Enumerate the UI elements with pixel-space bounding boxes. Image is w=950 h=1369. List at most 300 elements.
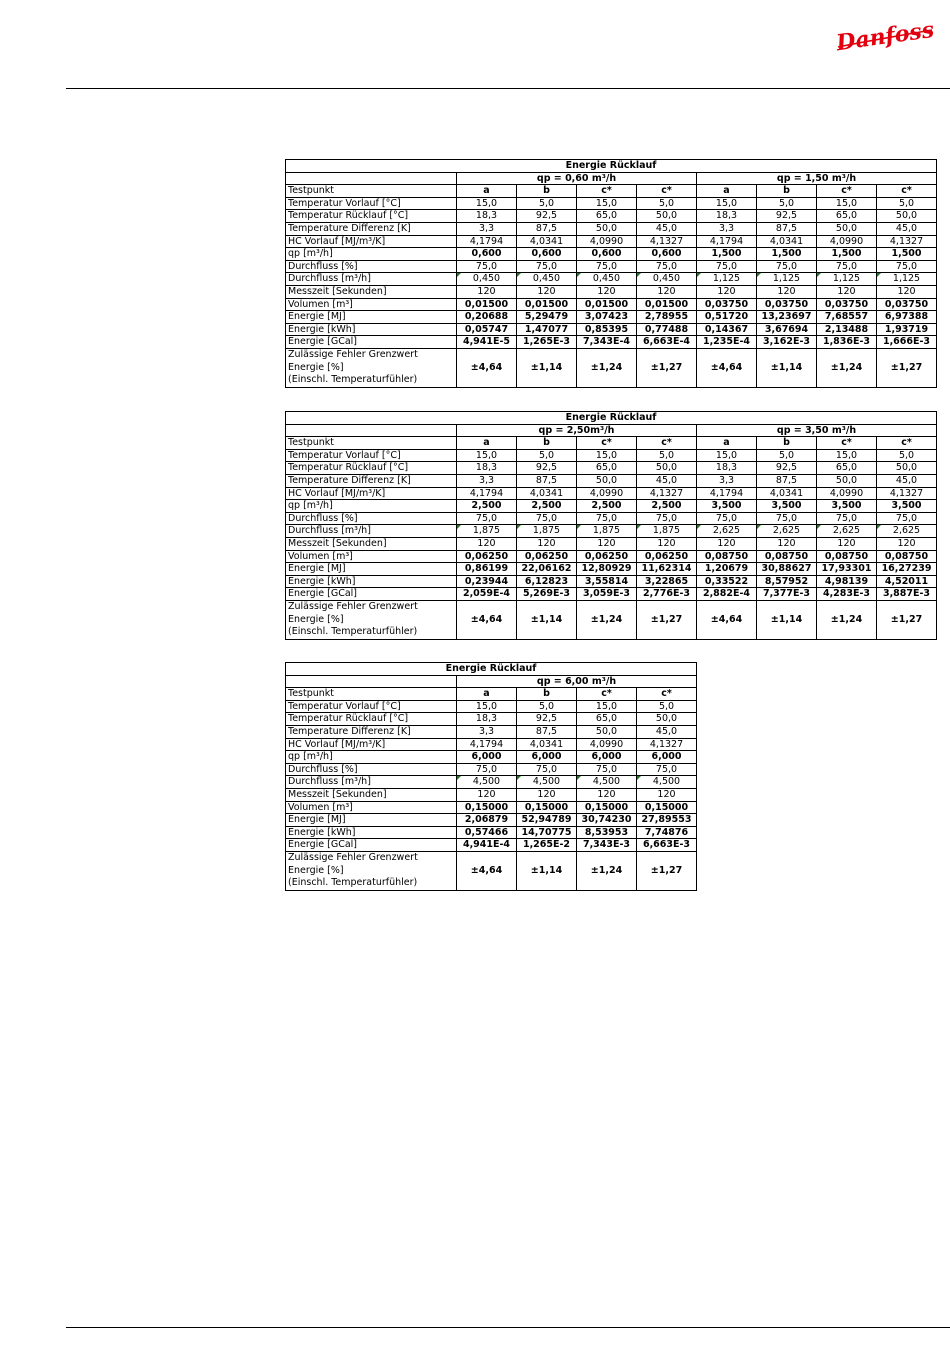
column-header: c* (637, 688, 697, 701)
row-label: Messzeit [Sekunden] (286, 788, 457, 801)
value-cell: 4,98139 (817, 575, 877, 588)
table-row (286, 738, 697, 751)
row-label: Temperatur Rücklauf [°C] (286, 713, 457, 726)
value-cell: 1,875 (637, 525, 697, 538)
value-cell: 50,0 (637, 210, 697, 223)
value-cell: 5,0 (877, 449, 937, 462)
value-cell: 5,0 (757, 449, 817, 462)
value-cell: 120 (757, 285, 817, 298)
value-cell: 15,0 (457, 449, 517, 462)
value-cell: 0,03750 (877, 298, 937, 311)
value-cell: 0,450 (517, 273, 577, 286)
qp-header: qp = 1,50 m³/h (697, 172, 937, 185)
value-cell: 0,03750 (757, 298, 817, 311)
testpunkt-row (286, 437, 937, 450)
value-cell: 75,0 (637, 260, 697, 273)
value-cell: 75,0 (517, 512, 577, 525)
value-cell: 15,0 (577, 700, 637, 713)
value-cell: 0,86199 (457, 563, 517, 576)
row-label: HC Vorlauf [MJ/m³/K] (286, 487, 457, 500)
value-cell: 75,0 (637, 512, 697, 525)
value-cell: 120 (457, 537, 517, 550)
row-label: Volumen [m³] (286, 801, 457, 814)
value-cell: 4,1327 (637, 738, 697, 751)
tolerance-cell: ±1,24 (577, 600, 637, 639)
value-cell: 65,0 (577, 462, 637, 475)
tolerance-cell: ±1,24 (817, 600, 877, 639)
value-cell: 1,875 (457, 525, 517, 538)
row-label: Temperature Differenz [K] (286, 474, 457, 487)
row-label: Energie [kWh] (286, 575, 457, 588)
value-cell: 0,15000 (457, 801, 517, 814)
table-row (286, 449, 937, 462)
value-cell: 2,625 (877, 525, 937, 538)
value-cell: 0,450 (457, 273, 517, 286)
value-cell: 0,06250 (457, 550, 517, 563)
value-cell: 3,500 (697, 500, 757, 513)
table-title-row (286, 663, 697, 676)
row-label: qp [m³/h] (286, 248, 457, 261)
value-cell: 1,500 (877, 248, 937, 261)
value-cell: 4,0341 (757, 487, 817, 500)
value-cell: 3,3 (457, 222, 517, 235)
row-label: Messzeit [Sekunden] (286, 537, 457, 550)
qp-header-row (286, 172, 937, 185)
column-header: a (457, 688, 517, 701)
value-cell: 120 (637, 285, 697, 298)
row-label: Energie [GCal] (286, 336, 457, 349)
table-row (286, 814, 697, 827)
table-title: Energie Rücklauf (286, 160, 937, 173)
value-cell: 52,94789 (517, 814, 577, 827)
row-label-line: Zulässige Fehler Grenzwert (288, 600, 418, 612)
value-cell: 5,0 (517, 197, 577, 210)
value-cell: 92,5 (757, 462, 817, 475)
value-cell: 16,27239 (877, 563, 937, 576)
tolerance-cell: ±1,27 (637, 600, 697, 639)
value-cell: 75,0 (457, 763, 517, 776)
value-cell: 0,03750 (697, 298, 757, 311)
row-label: Energie [kWh] (286, 826, 457, 839)
column-header: a (457, 185, 517, 198)
row-label: Energie [MJ] (286, 311, 457, 324)
blank-cell (286, 675, 457, 688)
value-cell: 6,663E-3 (637, 839, 697, 852)
qp-header: qp = 3,50 m³/h (697, 424, 937, 437)
value-cell: 0,600 (517, 248, 577, 261)
value-cell: 120 (877, 537, 937, 550)
value-cell: 75,0 (457, 512, 517, 525)
value-cell: 1,500 (757, 248, 817, 261)
row-label: HC Vorlauf [MJ/m³/K] (286, 235, 457, 248)
value-cell: 75,0 (877, 260, 937, 273)
value-cell: 45,0 (637, 725, 697, 738)
value-cell: 75,0 (517, 763, 577, 776)
row-label: Durchfluss [%] (286, 512, 457, 525)
value-cell: 75,0 (457, 260, 517, 273)
value-cell: 120 (817, 285, 877, 298)
value-cell: 18,3 (697, 462, 757, 475)
row-label: Durchfluss [m³/h] (286, 525, 457, 538)
table-row (286, 839, 697, 852)
value-cell: 6,000 (457, 751, 517, 764)
value-cell: 50,0 (577, 725, 637, 738)
testpunkt-row (286, 185, 937, 198)
value-cell: 65,0 (577, 210, 637, 223)
logo-text: Danfoss (834, 16, 936, 56)
value-cell: 1,500 (817, 248, 877, 261)
value-cell: 15,0 (577, 449, 637, 462)
column-header: b (517, 688, 577, 701)
value-cell: 1,125 (757, 273, 817, 286)
value-cell: 18,3 (697, 210, 757, 223)
table-row (286, 336, 937, 349)
value-cell: 8,53953 (577, 826, 637, 839)
value-cell: 45,0 (877, 222, 937, 235)
table-row (286, 462, 937, 475)
value-cell: 0,85395 (577, 323, 637, 336)
row-label: Energie [MJ] (286, 814, 457, 827)
row-label: Testpunkt (286, 437, 457, 450)
table-row (286, 550, 937, 563)
value-cell: 4,500 (457, 776, 517, 789)
row-label: qp [m³/h] (286, 500, 457, 513)
tolerance-row (286, 348, 937, 387)
value-cell: 50,0 (577, 222, 637, 235)
value-cell: 4,1327 (877, 235, 937, 248)
value-cell: 4,0341 (517, 235, 577, 248)
row-label: Durchfluss [m³/h] (286, 776, 457, 789)
row-label: Durchfluss [%] (286, 260, 457, 273)
value-cell: 92,5 (757, 210, 817, 223)
value-cell: 0,23944 (457, 575, 517, 588)
value-cell: 0,01500 (577, 298, 637, 311)
column-header: a (697, 185, 757, 198)
table-row (286, 222, 937, 235)
table-row (286, 537, 937, 550)
value-cell: 0,77488 (637, 323, 697, 336)
value-cell: 0,15000 (577, 801, 637, 814)
table-row (286, 487, 937, 500)
value-cell: 0,01500 (457, 298, 517, 311)
table-row (286, 273, 937, 286)
value-cell: 0,03750 (817, 298, 877, 311)
row-label-line: Energie [%] (288, 613, 344, 625)
row-label: Volumen [m³] (286, 298, 457, 311)
value-cell: 0,08750 (877, 550, 937, 563)
value-cell: 75,0 (697, 512, 757, 525)
column-header: c* (877, 437, 937, 450)
tolerance-cell: ±4,64 (457, 851, 517, 890)
value-cell: 120 (757, 537, 817, 550)
table-row (286, 197, 937, 210)
value-cell: 15,0 (697, 197, 757, 210)
value-cell: 7,343E-4 (577, 336, 637, 349)
value-cell: 0,01500 (517, 298, 577, 311)
table-row (286, 751, 697, 764)
value-cell: 13,23697 (757, 311, 817, 324)
table-row (286, 563, 937, 576)
value-cell: 1,235E-4 (697, 336, 757, 349)
tolerance-cell: ±4,64 (457, 348, 517, 387)
column-header: c* (637, 185, 697, 198)
value-cell: 65,0 (577, 713, 637, 726)
row-label: Temperatur Vorlauf [°C] (286, 449, 457, 462)
value-cell: 18,3 (457, 713, 517, 726)
value-cell: 3,3 (697, 474, 757, 487)
value-cell: 120 (517, 788, 577, 801)
column-header: c* (577, 185, 637, 198)
value-cell: 0,450 (637, 273, 697, 286)
row-label-line: (Einschl. Temperaturfühler) (288, 877, 418, 889)
value-cell: 50,0 (637, 462, 697, 475)
value-cell: 4,0341 (517, 487, 577, 500)
table-row (286, 713, 697, 726)
row-label: qp [m³/h] (286, 751, 457, 764)
value-cell: 1,93719 (877, 323, 937, 336)
value-cell: 45,0 (637, 222, 697, 235)
table-row (286, 285, 937, 298)
testpunkt-row (286, 688, 697, 701)
value-cell: 120 (697, 537, 757, 550)
tolerance-row (286, 851, 697, 890)
row-label-line: Zulässige Fehler Grenzwert (288, 851, 418, 863)
value-cell: 0,51720 (697, 311, 757, 324)
tolerance-cell: ±1,24 (817, 348, 877, 387)
table-row (286, 725, 697, 738)
column-header: b (517, 185, 577, 198)
value-cell: 92,5 (517, 462, 577, 475)
value-cell: 4,0990 (577, 487, 637, 500)
value-cell: 0,08750 (697, 550, 757, 563)
row-label-line: (Einschl. Temperaturfühler) (288, 626, 418, 638)
tolerance-cell: ±1,14 (517, 348, 577, 387)
column-header: c* (637, 437, 697, 450)
value-cell: 12,80929 (577, 563, 637, 576)
value-cell: 6,000 (637, 751, 697, 764)
value-cell: 4,0990 (817, 235, 877, 248)
value-cell: 5,0 (637, 197, 697, 210)
value-cell: 5,0 (517, 449, 577, 462)
value-cell: 1,265E-3 (517, 336, 577, 349)
value-cell: 4,941E-5 (457, 336, 517, 349)
value-cell: 5,0 (757, 197, 817, 210)
tolerance-cell: ±1,14 (517, 851, 577, 890)
column-header: b (517, 437, 577, 450)
value-cell: 4,1794 (697, 487, 757, 500)
value-cell: 7,74876 (637, 826, 697, 839)
value-cell: 0,14367 (697, 323, 757, 336)
value-cell: 4,1327 (637, 235, 697, 248)
row-label (286, 348, 457, 387)
tolerance-cell: ±1,14 (757, 600, 817, 639)
value-cell: 11,62314 (637, 563, 697, 576)
table-row (286, 776, 697, 789)
table-row (286, 210, 937, 223)
value-cell: 50,0 (637, 713, 697, 726)
value-cell: 1,125 (697, 273, 757, 286)
value-cell: 7,68557 (817, 311, 877, 324)
value-cell: 120 (697, 285, 757, 298)
row-label: Durchfluss [%] (286, 763, 457, 776)
value-cell: 30,74230 (577, 814, 637, 827)
table-row (286, 588, 937, 601)
table-title-row (286, 160, 937, 173)
value-cell: 75,0 (637, 763, 697, 776)
value-cell: 4,500 (637, 776, 697, 789)
value-cell: 50,0 (817, 222, 877, 235)
value-cell: 0,600 (457, 248, 517, 261)
qp-header: qp = 6,00 m³/h (457, 675, 697, 688)
value-cell: 87,5 (757, 222, 817, 235)
value-cell: 65,0 (817, 210, 877, 223)
value-cell: 3,500 (877, 500, 937, 513)
row-label: Temperature Differenz [K] (286, 725, 457, 738)
value-cell: 4,941E-4 (457, 839, 517, 852)
tolerance-row (286, 600, 937, 639)
value-cell: 2,500 (577, 500, 637, 513)
table-row (286, 235, 937, 248)
value-cell: 45,0 (877, 474, 937, 487)
value-cell: 2,06879 (457, 814, 517, 827)
blank-cell (286, 172, 457, 185)
value-cell: 4,1794 (457, 487, 517, 500)
footer-divider (66, 1327, 950, 1328)
value-cell: 50,0 (817, 474, 877, 487)
value-cell: 0,08750 (817, 550, 877, 563)
value-cell: 4,1327 (637, 487, 697, 500)
value-cell: 3,07423 (577, 311, 637, 324)
value-cell: 8,57952 (757, 575, 817, 588)
table-title: Energie Rücklauf (286, 663, 697, 676)
value-cell: 1,125 (817, 273, 877, 286)
value-cell: 2,500 (637, 500, 697, 513)
table-row (286, 260, 937, 273)
value-cell: 3,3 (457, 474, 517, 487)
value-cell: 75,0 (577, 260, 637, 273)
row-label: Volumen [m³] (286, 550, 457, 563)
value-cell: 4,500 (577, 776, 637, 789)
value-cell: 3,500 (817, 500, 877, 513)
value-cell: 2,500 (457, 500, 517, 513)
value-cell: 2,625 (697, 525, 757, 538)
value-cell: 0,06250 (637, 550, 697, 563)
value-cell: 75,0 (577, 512, 637, 525)
qp-header-row (286, 424, 937, 437)
value-cell: 1,125 (877, 273, 937, 286)
value-cell: 4,283E-3 (817, 588, 877, 601)
value-cell: 120 (817, 537, 877, 550)
value-cell: 3,55814 (577, 575, 637, 588)
value-cell: 3,162E-3 (757, 336, 817, 349)
value-cell: 4,0990 (817, 487, 877, 500)
value-cell: 1,47077 (517, 323, 577, 336)
value-cell: 87,5 (517, 725, 577, 738)
row-label: Testpunkt (286, 185, 457, 198)
value-cell: 2,059E-4 (457, 588, 517, 601)
value-cell: 0,33522 (697, 575, 757, 588)
row-label: Temperature Differenz [K] (286, 222, 457, 235)
value-cell: 2,500 (517, 500, 577, 513)
value-cell: 75,0 (517, 260, 577, 273)
value-cell: 120 (517, 285, 577, 298)
value-cell: 65,0 (817, 462, 877, 475)
row-label: Temperatur Vorlauf [°C] (286, 197, 457, 210)
value-cell: 120 (577, 285, 637, 298)
value-cell: 22,06162 (517, 563, 577, 576)
table-row (286, 500, 937, 513)
value-cell: 27,89553 (637, 814, 697, 827)
value-cell: 30,88627 (757, 563, 817, 576)
value-cell: 1,875 (577, 525, 637, 538)
value-cell: 15,0 (577, 197, 637, 210)
table-row (286, 323, 937, 336)
value-cell: 5,269E-3 (517, 588, 577, 601)
value-cell: 3,059E-3 (577, 588, 637, 601)
value-cell: 15,0 (457, 700, 517, 713)
value-cell: 6,000 (577, 751, 637, 764)
value-cell: 75,0 (577, 763, 637, 776)
value-cell: 17,93301 (817, 563, 877, 576)
value-cell: 75,0 (697, 260, 757, 273)
value-cell: 2,13488 (817, 323, 877, 336)
value-cell: 2,776E-3 (637, 588, 697, 601)
value-cell: 2,78955 (637, 311, 697, 324)
tolerance-cell: ±4,64 (457, 600, 517, 639)
row-label: Temperatur Rücklauf [°C] (286, 210, 457, 223)
value-cell: 87,5 (757, 474, 817, 487)
value-cell: 1,500 (697, 248, 757, 261)
column-header: b (757, 185, 817, 198)
value-cell: 120 (637, 537, 697, 550)
column-header: c* (877, 185, 937, 198)
value-cell: 5,0 (877, 197, 937, 210)
row-label-line: Zulässige Fehler Grenzwert (288, 348, 418, 360)
table-row (286, 512, 937, 525)
tolerance-cell: ±1,24 (577, 348, 637, 387)
tolerance-cell: ±1,24 (577, 851, 637, 890)
value-cell: 15,0 (457, 197, 517, 210)
value-cell: 0,15000 (517, 801, 577, 814)
value-cell: 0,600 (637, 248, 697, 261)
value-cell: 50,0 (877, 462, 937, 475)
value-cell: 6,12823 (517, 575, 577, 588)
blank-cell (286, 424, 457, 437)
value-cell: 4,1794 (457, 738, 517, 751)
value-cell: 4,1327 (877, 487, 937, 500)
value-cell: 4,1794 (457, 235, 517, 248)
tolerance-cell: ±1,14 (757, 348, 817, 387)
tolerance-cell: ±4,64 (697, 600, 757, 639)
value-cell: 5,29479 (517, 311, 577, 324)
row-label: Energie [MJ] (286, 563, 457, 576)
value-cell: 120 (517, 537, 577, 550)
row-label: Energie [GCal] (286, 839, 457, 852)
row-label: Durchfluss [m³/h] (286, 273, 457, 286)
value-cell: 0,08750 (757, 550, 817, 563)
value-cell: 1,20679 (697, 563, 757, 576)
value-cell: 0,05747 (457, 323, 517, 336)
value-cell: 0,06250 (517, 550, 577, 563)
row-label: Messzeit [Sekunden] (286, 285, 457, 298)
header-divider (66, 88, 950, 89)
value-cell: 87,5 (517, 474, 577, 487)
value-cell: 3,887E-3 (877, 588, 937, 601)
value-cell: 0,06250 (577, 550, 637, 563)
value-cell: 0,01500 (637, 298, 697, 311)
value-cell: 4,0990 (577, 738, 637, 751)
tolerance-cell: ±1,27 (877, 600, 937, 639)
